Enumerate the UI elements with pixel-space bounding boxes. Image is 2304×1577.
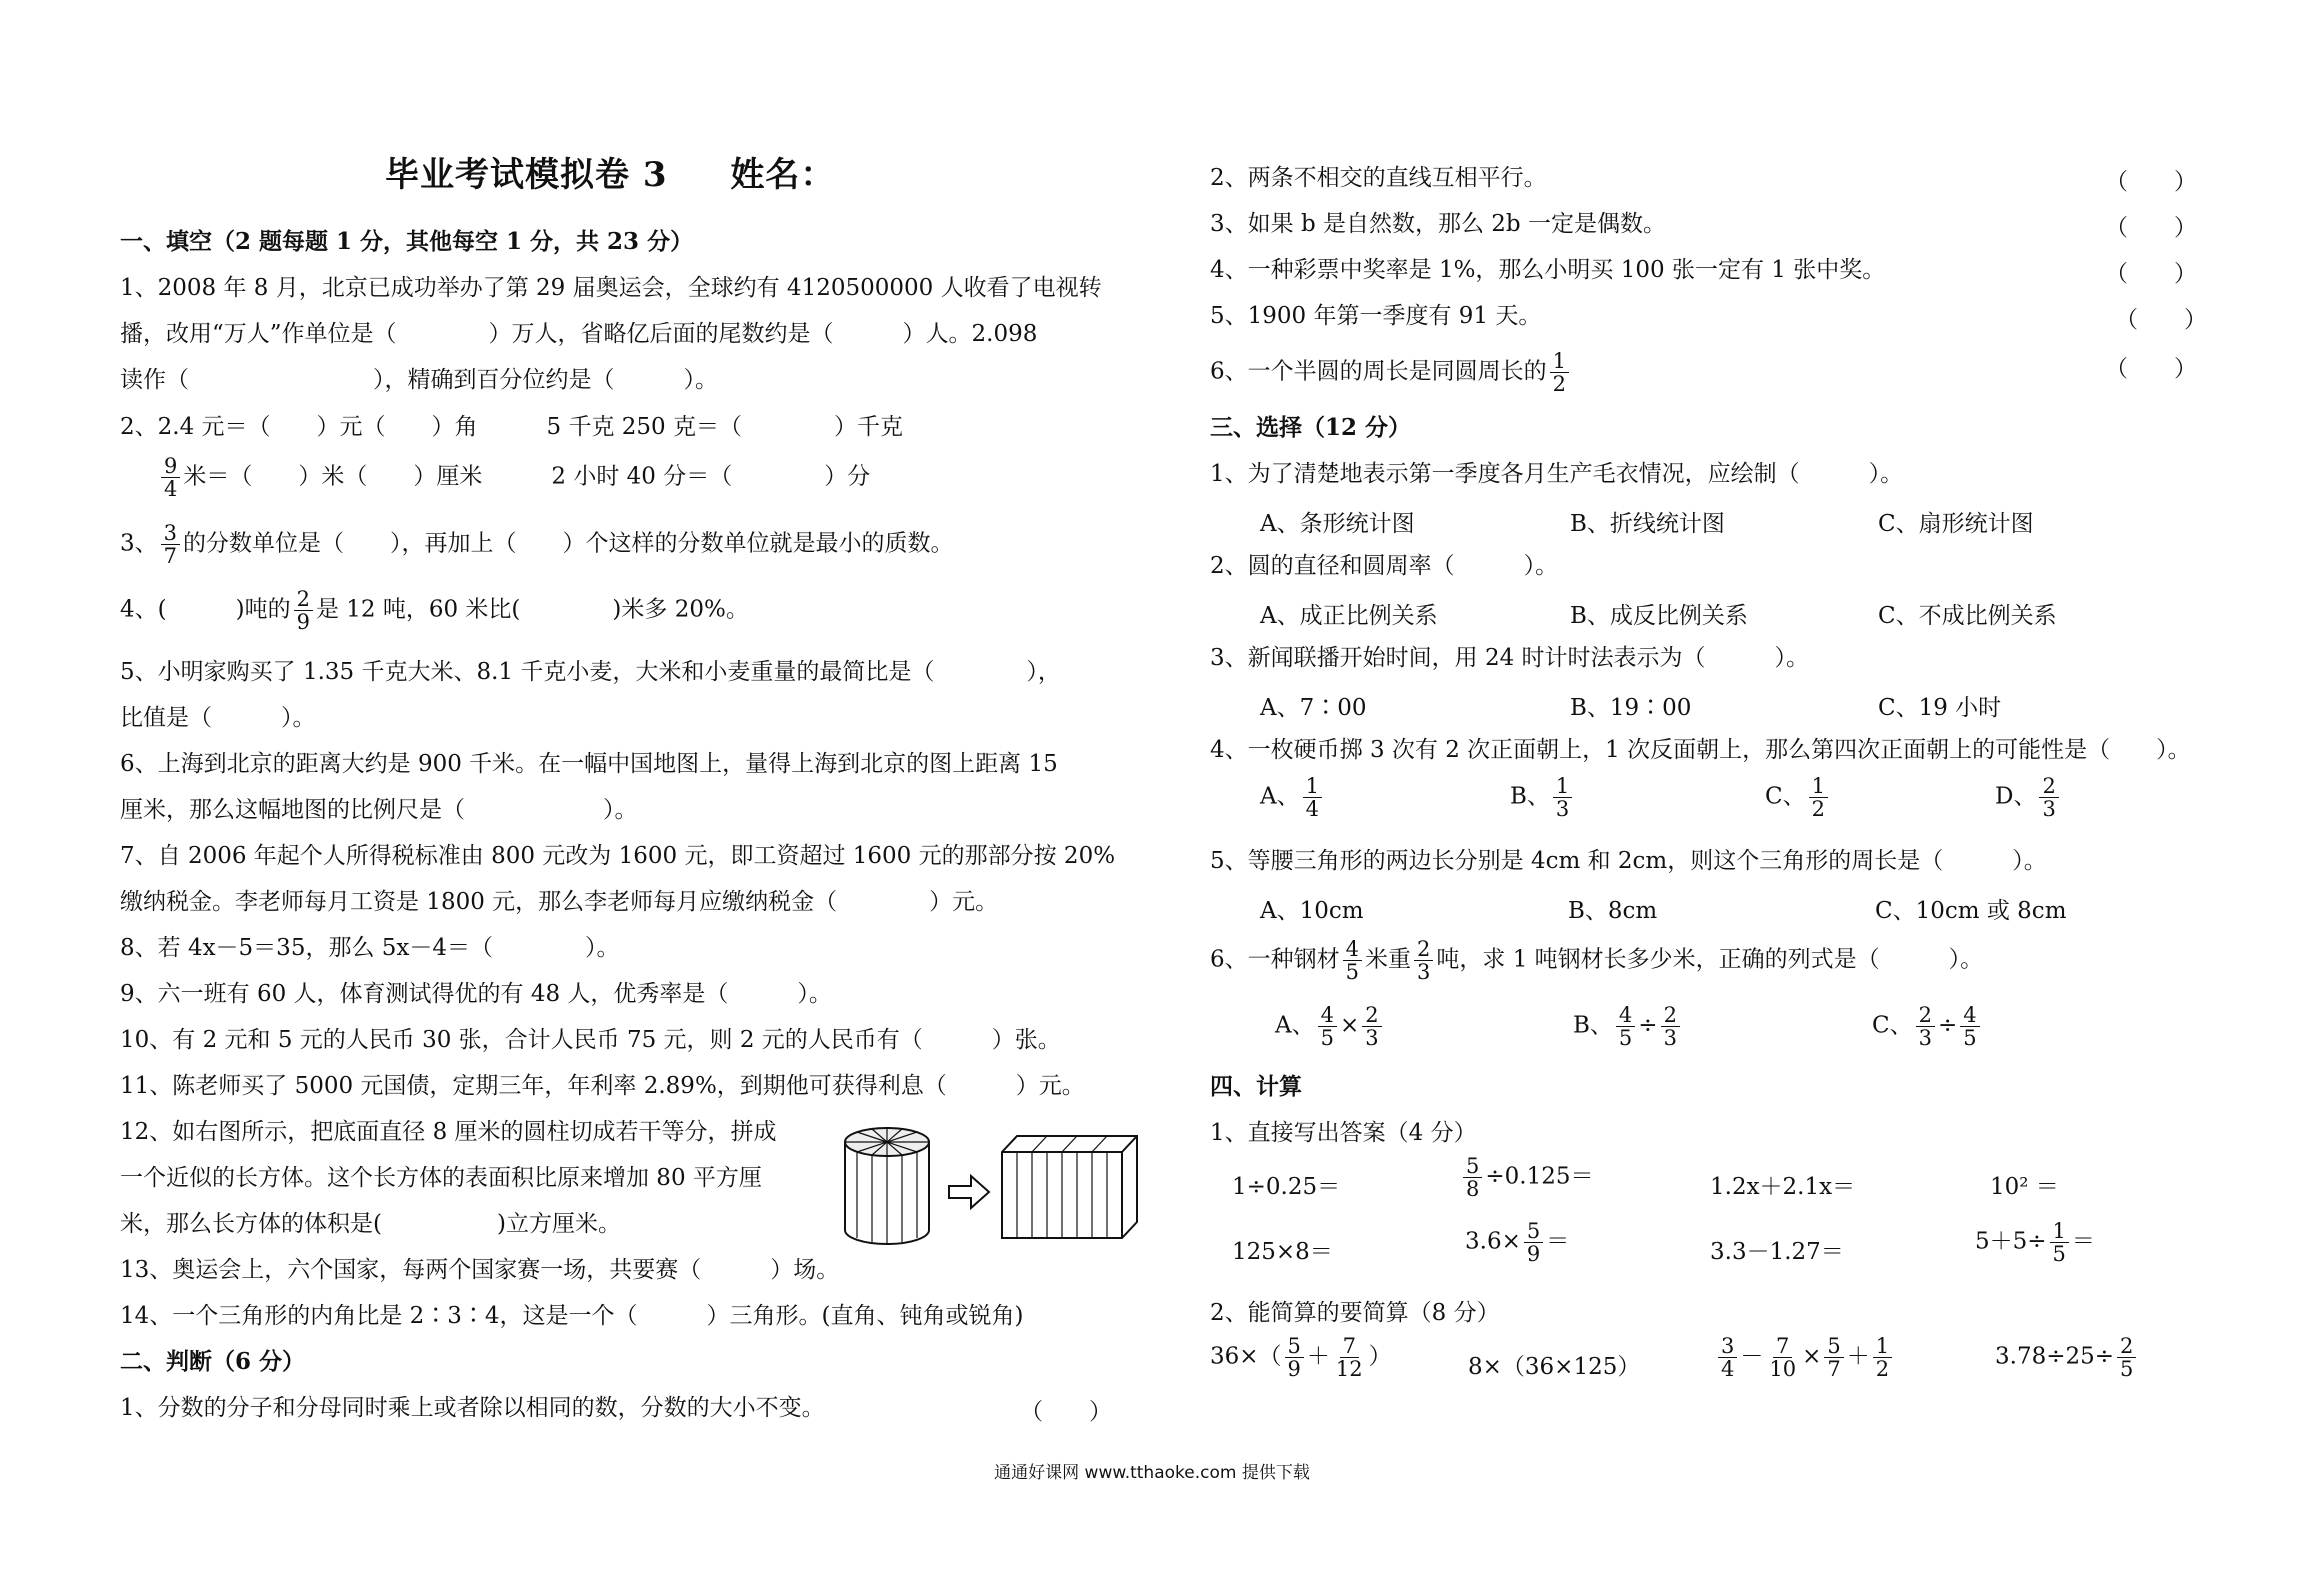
fraction: $\frac{2}{3}$ [1916, 1004, 1935, 1049]
section-3-heading: 三、选择（12 分） [1210, 414, 1412, 441]
fraction: $\frac{2}{3}$ [1661, 1004, 1680, 1049]
q12-line-1: 12、如右图所示，把底面直径 8 厘米的圆柱切成若干等分，拼成 [120, 1119, 777, 1145]
choice-q6 [1210, 938, 1983, 983]
judge-q1: 1、分数的分子和分母同时乘上或者除以相同的数，分数的大小不变。 [120, 1395, 825, 1421]
fraction: $\frac{5}{8}$ [1463, 1155, 1482, 1200]
q6-line-1: 6、上海到北京的距离大约是 900 千米。在一幅中国地图上，量得上海到北京的图上距离 15 [120, 751, 1058, 777]
choice-q4-opt-b [1510, 775, 1575, 820]
arrow-shape [949, 1176, 989, 1208]
section-1-heading: 一、填空（2 题每题 1 分，其他每空 1 分，共 23 分） [120, 228, 694, 255]
judge-q3: 3、如果 b 是自然数，那么 2b 一定是偶数。 [1210, 211, 1666, 237]
operator: － [1740, 1343, 1764, 1370]
choice-q4-opt-c [1765, 775, 1831, 820]
fraction: $\frac{1}{2}$ [1550, 350, 1569, 395]
fraction: $\frac{3}{7}$ [161, 522, 180, 567]
choice-q5-opt-c: C、10cm 或 8cm [1875, 898, 2067, 924]
operator: × [1340, 1012, 1360, 1039]
fraction: $\frac{1}{2}$ [1809, 775, 1828, 820]
q12-line-2: 一个近似的长方体。这个长方体的表面积比原来增加 80 平方厘 [120, 1165, 762, 1191]
fraction: $\frac{9}{4}$ [161, 455, 180, 500]
calc-r3-a-pre: 36×（ [1210, 1343, 1282, 1370]
calc-r3-d-pre: 3.78÷25÷ [1995, 1343, 2115, 1370]
calc-r2-d-pre: 5＋5÷ [1975, 1228, 2047, 1255]
choice-q1: 1、为了清楚地表示第一季度各月生产毛衣情况，应绘制（ ）。 [1210, 461, 1904, 487]
fraction: $\frac{2}{9}$ [294, 588, 313, 633]
fraction: $\frac{2}{3}$ [1414, 938, 1433, 983]
fraction: $\frac{1}{5}$ [2050, 1220, 2069, 1265]
q3-prefix: 3、 [120, 530, 158, 557]
choice-q1-opt-a: A、条形统计图 [1260, 511, 1415, 537]
judge-q6-paren: （ ） [2105, 356, 2197, 382]
choice-q6-opt-c [1872, 1004, 1983, 1049]
q5-line-2: 比值是（ ）。 [120, 705, 316, 731]
q11: 11、陈老师买了 5000 元国债，定期三年，年利率 2.89%，到期他可获得利息（ ）元。 [120, 1073, 1085, 1099]
q3-text: 的分数单位是（ ），再加上（ ）个这样的分数单位就是最小的质数。 [183, 530, 954, 557]
q5-line-1: 5、小明家购买了 1.35 千克大米、8.1 千克小麦，大米和小麦重量的最简比是（ ）， [120, 659, 1061, 685]
opt-label: A、 [1260, 783, 1300, 810]
q1-line-3: 读作（ ），精确到百分位约是（ ）。 [120, 367, 718, 393]
choice-q2: 2、圆的直径和圆周率（ ）。 [1210, 553, 1559, 579]
cylinder-cuboid-figure [837, 1122, 1147, 1252]
q2-line-2-text: 米＝（ ）米（ ）厘米 2 小时 40 分＝（ ）分 [183, 463, 871, 490]
q7-line-2: 缴纳税金。李老师每月工资是 1800 元，那么李老师每月应缴纳税金（ ）元。 [120, 889, 999, 915]
calc-r2-b-pre: 3.6× [1465, 1228, 1521, 1255]
q6-prefix: 6、一种钢材 [1210, 946, 1340, 973]
choice-q5: 5、等腰三角形的两边长分别是 4cm 和 2cm，则这个三角形的周长是（ ）。 [1210, 848, 2047, 874]
choice-q5-opt-b: B、8cm [1568, 898, 1658, 924]
judge-q3-paren: （ ） [2105, 215, 2197, 241]
judge-q4: 4、一种彩票中奖率是 1%，那么小明买 100 张一定有 1 张中奖。 [1210, 257, 1886, 283]
q4 [120, 588, 749, 633]
name-label: 姓名： [730, 155, 836, 195]
q14: 14、一个三角形的内角比是 2∶3∶4，这是一个（ ）三角形。(直角、钝角或锐角) [120, 1303, 1024, 1329]
q6-post: 吨，求 1 吨钢材长多少米，正确的列式是（ ）。 [1436, 946, 1984, 973]
fraction: $\frac{4}{5}$ [1343, 938, 1362, 983]
operator: × [1802, 1343, 1822, 1370]
title-text: 毕业考试模拟卷 3 [385, 155, 668, 195]
calc-r2-c: 3.3－1.27＝ [1710, 1239, 1844, 1265]
calc-r3-a [1210, 1335, 1392, 1380]
choice-q3-opt-c: C、19 小时 [1878, 695, 2002, 721]
choice-q3-opt-b: B、19∶00 [1570, 695, 1692, 721]
calc-r1-b-text: ÷0.125＝ [1485, 1163, 1594, 1190]
choice-q4-opt-d [1995, 775, 2062, 820]
operator: ＋ [1306, 1343, 1330, 1370]
choice-q2-opt-a: A、成正比例关系 [1260, 603, 1438, 629]
choice-q4-opt-a [1260, 775, 1325, 820]
calc-r1-c: 1.2x＋2.1x＝ [1710, 1174, 1856, 1200]
fraction: $\frac{2}{5}$ [2117, 1335, 2136, 1380]
calc-r1-a: 1÷0.25＝ [1232, 1174, 1341, 1200]
fraction: $\frac{2}{3}$ [2039, 775, 2058, 820]
exam-title [385, 155, 836, 195]
q6-line-2: 厘米，那么这幅地图的比例尺是（ ）。 [120, 797, 638, 823]
q10: 10、有 2 元和 5 元的人民币 30 张，合计人民币 75 元，则 2 元的人民币有（ ）张。 [120, 1027, 1061, 1053]
q3 [120, 522, 954, 567]
fraction: $\frac{1}{3}$ [1553, 775, 1572, 820]
choice-q6-opt-a [1275, 1004, 1385, 1049]
choice-q6-opt-b [1573, 1004, 1683, 1049]
q2-line-2 [158, 455, 870, 500]
section-4-heading: 四、计算 [1210, 1073, 1302, 1100]
choice-q1-opt-b: B、折线统计图 [1570, 511, 1725, 537]
calc-r1-b [1460, 1155, 1594, 1200]
calc-r3-b: 8×（36×125） [1468, 1354, 1641, 1380]
q2-line-1: 2、2.4 元＝（ ）元（ ）角 5 千克 250 克＝（ ）千克 [120, 414, 903, 440]
calc-r3-c [1715, 1335, 1895, 1380]
opt-label: C、 [1872, 1012, 1913, 1039]
judge-q5: 5、1900 年第一季度有 91 天。 [1210, 303, 1542, 329]
q12-line-3: 米，那么长方体的体积是( )立方厘米。 [120, 1211, 621, 1237]
fraction: $\frac{7}{10}$ [1769, 1334, 1797, 1381]
judge-q2-paren: （ ） [2105, 169, 2197, 195]
fraction: $\frac{4}{5}$ [1960, 1004, 1979, 1049]
q1-line-1: 1、2008 年 8 月，北京已成功举办了第 29 届奥运会，全球约有 4120500000 人收看了电视转 [120, 275, 1102, 301]
calc-r2-b [1465, 1220, 1569, 1265]
footer-credit: 通通好课网 www.tthaoke.com 提供下载 [994, 1463, 1310, 1483]
calc-r2-a: 125×8＝ [1232, 1239, 1333, 1265]
fraction: $\frac{1}{2}$ [1873, 1335, 1892, 1380]
fraction: $\frac{1}{4}$ [1303, 775, 1322, 820]
fraction: $\frac{7}{12}$ [1335, 1334, 1363, 1381]
judge-q2: 2、两条不相交的直线互相平行。 [1210, 165, 1547, 191]
q8: 8、若 4x－5＝35，那么 5x－4＝（ ）。 [120, 935, 620, 961]
calc-sub-1: 1、直接写出答案（4 分） [1210, 1120, 1477, 1146]
choice-q5-opt-a: A、10cm [1260, 898, 1364, 924]
fraction: $\frac{5}{9}$ [1524, 1220, 1543, 1265]
fraction: $\frac{4}{5}$ [1318, 1004, 1337, 1049]
q7-line-1: 7、自 2006 年起个人所得税标准由 800 元改为 1600 元，即工资超过 1600 元的那部分按 20% [120, 843, 1116, 869]
calc-r2-b-post: ＝ [1546, 1228, 1570, 1255]
opt-label: B、 [1573, 1012, 1613, 1039]
choice-q2-opt-c: C、不成比例关系 [1878, 603, 2057, 629]
q6-mid: 米重 [1365, 946, 1412, 973]
choice-q3: 3、新闻联播开始时间，用 24 时计时法表示为（ ）。 [1210, 645, 1810, 671]
opt-label: B、 [1510, 783, 1550, 810]
q9: 9、六一班有 60 人，体育测试得优的有 48 人，优秀率是（ ）。 [120, 981, 832, 1007]
fraction: $\frac{3}{4}$ [1718, 1335, 1737, 1380]
judge-q1-paren: （ ） [1020, 1399, 1112, 1425]
fraction: $\frac{5}{9}$ [1285, 1335, 1304, 1380]
fraction: $\frac{4}{5}$ [1616, 1004, 1635, 1049]
judge-q4-paren: （ ） [2105, 261, 2197, 287]
judge-q5-paren: （ ） [2115, 307, 2207, 333]
choice-q4: 4、一枚硬币掷 3 次有 2 次正面朝上，1 次反面朝上，那么第四次正面朝上的可能性是（ ）。 [1210, 737, 2191, 763]
q1-line-2: 播，改用“万人”作单位是（ ）万人，省略亿后面的尾数约是（ ）人。2.098 [120, 321, 1038, 347]
operator: ＋ [1846, 1343, 1870, 1370]
q4-prefix: 4、( )吨的 [120, 596, 291, 623]
judge-q6 [1210, 350, 1572, 395]
fraction: $\frac{2}{3}$ [1362, 1004, 1381, 1049]
fraction: $\frac{5}{7}$ [1824, 1335, 1843, 1380]
calc-r2-d [1975, 1220, 2095, 1265]
calc-r1-d: 10² ＝ [1990, 1174, 2059, 1200]
calc-sub-2: 2、能简算的要简算（8 分） [1210, 1300, 1500, 1326]
judge-q6-text: 6、一个半圆的周长是同圆周长的 [1210, 358, 1547, 385]
operator: ÷ [1937, 1012, 1958, 1039]
calc-r3-a-post: ） [1368, 1343, 1392, 1370]
operator: ÷ [1638, 1012, 1658, 1039]
q4-text: 是 12 吨，60 米比( )米多 20%。 [315, 596, 749, 623]
calc-r2-d-post: ＝ [2071, 1228, 2095, 1255]
choice-q2-opt-b: B、成反比例关系 [1570, 603, 1748, 629]
opt-label: C、 [1765, 783, 1806, 810]
q13: 13、奥运会上，六个国家，每两个国家赛一场，共要赛（ ）场。 [120, 1257, 840, 1283]
choice-q3-opt-a: A、7∶00 [1260, 695, 1367, 721]
section-2-heading: 二、判断（6 分） [120, 1348, 306, 1375]
calc-r3-d [1995, 1335, 2139, 1380]
choice-q1-opt-c: C、扇形统计图 [1878, 511, 2034, 537]
opt-label: A、 [1275, 1012, 1315, 1039]
opt-label: D、 [1995, 783, 2037, 810]
